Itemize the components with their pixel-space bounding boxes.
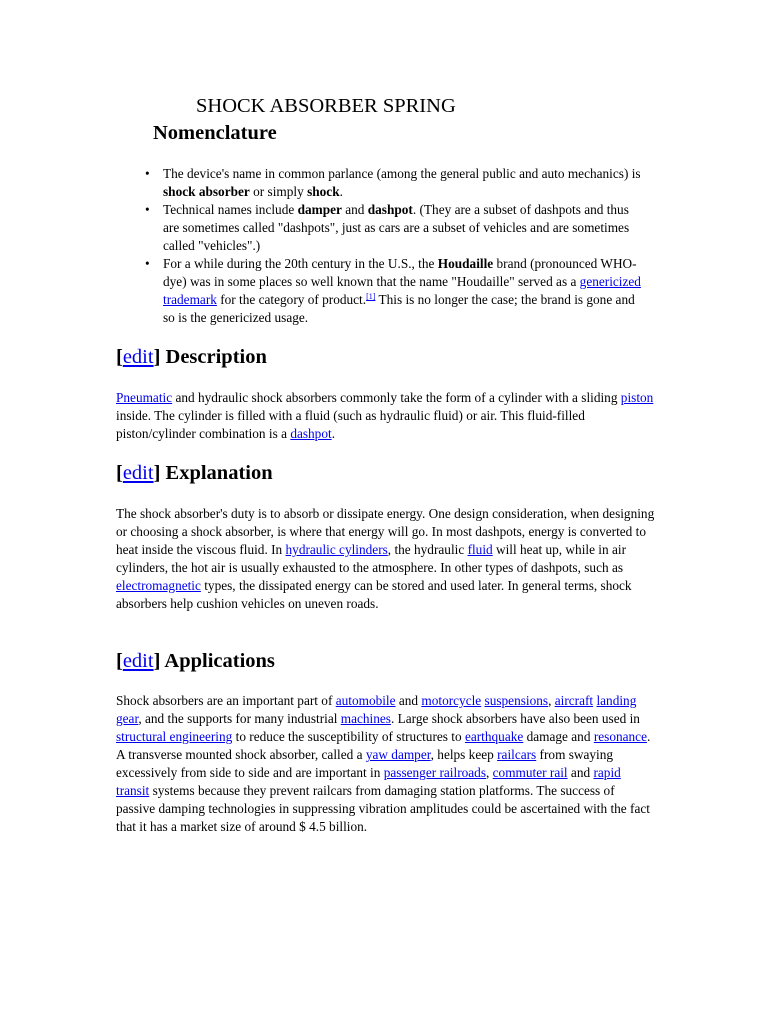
edit-bracket-open: [ [116,650,123,672]
text-run: , [548,693,555,708]
reference-link-text[interactable]: [1] [366,292,376,301]
text-run: types, the dissipated energy can be stored and used later. In general terms, shock absorbers help cushion vehicles on uneven roads. [116,578,632,611]
link-suspensions[interactable]: suspensions [484,693,549,708]
description-heading [116,343,267,371]
section-title-applications: Applications [164,650,275,672]
link-hydraulic-cylinders[interactable]: hydraulic cylinders [285,542,388,557]
document-title: SHOCK ABSORBER SPRING [196,95,456,117]
explanation-heading [116,459,273,487]
text-run: Shock absorbers are an important part of [116,693,336,708]
text-run: . [339,184,343,199]
link-structural-engineering[interactable]: structural engineering [116,729,233,744]
edit-link-explanation[interactable]: edit [122,462,154,484]
link-aircraft[interactable]: aircraft [554,693,594,708]
edit-bracket-open: [ [116,462,123,484]
text-run: The shock absorber's duty is to absorb or dissipate energy. One design consideration, when designing or choosing a shock absorber, is where that energy will go. In most dashpots, energy is converted to heat inside the viscous fluid. In [116,506,655,557]
text-run: . [331,426,336,441]
section-title-explanation: Explanation [165,462,273,484]
text-run: damage and [523,729,594,744]
link-commuter-rail[interactable]: commuter rail [492,765,568,780]
link-landing-gear[interactable]: landing gear [116,693,637,726]
text-run: from swaying excessively from side to side and are important in [116,747,614,780]
link-railcars[interactable]: railcars [497,747,537,762]
text-run: This is no longer the case; the brand is gone and so is the genericized usage. [163,292,635,325]
text-run: inside. The cylinder is filled with a fluid (such as hydraulic fluid) or air. This fluid-filled piston/cylinder combination is a [116,408,585,441]
text-run: brand (pronounced WHO-dye) was in some places so well known that the name "Houdaille" served as a [163,256,637,289]
explanation-paragraph [116,505,656,613]
text-run: systems because they prevent railcars from damaging station platforms. The success of passive damping technologies in suppressing vibration amplitudes could be ascertained with the fact that it has a market size of around $ 4.5 billion. [116,783,650,834]
link-piston[interactable]: piston [620,390,654,405]
text-run: . Large shock absorbers have also been used in [390,711,640,726]
text-run: and hydraulic shock absorbers commonly take the form of a cylinder with a sliding [172,390,621,405]
text-run: . (They are a subset of dashpots and thus are sometimes called "dashpots", just as cars are a subset of vehicles and are sometimes called "vehicles".) [163,202,630,253]
applications-paragraph [116,692,656,836]
edit-link-applications[interactable]: edit [122,650,154,672]
link-resonance[interactable]: resonance [593,729,647,744]
list-item [145,255,645,327]
link-genericized-trademark[interactable]: genericized trademark [163,274,641,307]
link-pneumatic[interactable]: Pneumatic [116,390,173,405]
text-run: and [567,765,594,780]
text-run: and [395,693,422,708]
link-dashpot[interactable]: dashpot [290,426,332,441]
bold-term: Houdaille [437,256,494,271]
edit-link-description[interactable]: edit [122,346,154,368]
text-run: will heat up, while in air cylinders, the hot air is usually exhausted to the atmosphere. In other types of dashpots, such as [116,542,626,575]
bold-term: shock absorber [163,184,250,199]
bold-term: shock [307,184,340,199]
reference-link[interactable] [366,292,375,301]
link-rapid-transit[interactable]: rapid transit [116,765,621,798]
edit-bracket-close: ] [153,346,161,368]
link-fluid[interactable]: fluid [467,542,493,557]
link-electromagnetic[interactable]: electromagnetic [116,578,201,593]
text-run: for the category of product. [216,292,367,307]
nomenclature-list [145,165,645,327]
text-run: Technical names include [163,202,298,217]
text-run: , and the supports for many industrial [138,711,341,726]
link-earthquake[interactable]: earthquake [464,729,524,744]
edit-bracket-open: [ [116,346,123,368]
nomenclature-heading: Nomenclature [153,122,277,144]
edit-bracket-close: ] [153,462,161,484]
bold-term: damper [297,202,342,217]
edit-bracket-close: ] [153,650,161,672]
link-passenger-railroads[interactable]: passenger railroads [383,765,486,780]
list-item [145,201,645,255]
text-run: . A transverse mounted shock absorber, called a [116,729,651,762]
text-run: , the hydraulic [387,542,468,557]
text-run: , [486,765,493,780]
link-machines[interactable]: machines [340,711,391,726]
applications-heading [116,647,275,675]
text-run: or simply [249,184,308,199]
text-run: , helps keep [430,747,498,762]
text-run: The device's name in common parlance (among the general public and auto mechanics) is [163,166,641,181]
link-automobile[interactable]: automobile [335,693,396,708]
list-item [145,165,645,201]
link-yaw-damper[interactable]: yaw damper [365,747,431,762]
bold-term: dashpot [367,202,413,217]
text-run: and [341,202,368,217]
section-title-description: Description [165,346,267,368]
text-run: For a while during the 20th century in the U.S., the [163,256,438,271]
description-paragraph [116,389,656,443]
text-run: to reduce the susceptibility of structures to [232,729,465,744]
link-motorcycle[interactable]: motorcycle [421,693,482,708]
